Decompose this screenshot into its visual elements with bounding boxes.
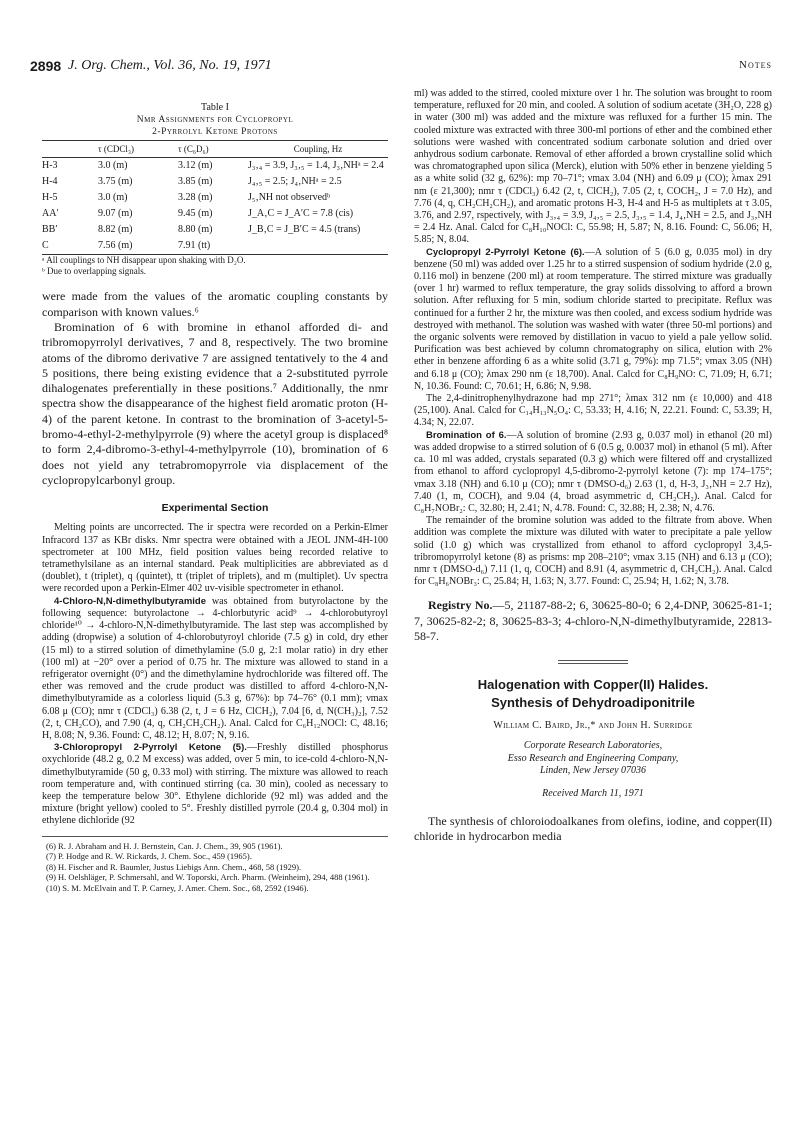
table-header-cdcl3: τ (CDCl₃) xyxy=(98,141,178,158)
compound-name: 4-Chloro-N,N-dimethylbutyramide xyxy=(54,595,207,607)
affiliation-line: Esso Research and Engineering Company, xyxy=(507,752,679,764)
table-row xyxy=(42,190,388,206)
table-subtitle-2: 2-Pyrrolyl Ketone Protons xyxy=(152,127,278,138)
paragraph: Bromination of 6 with bromine in ethanol afforded di- and tribromopyrrolyl derivatives, 7 and 8, respectively. The two bromine atoms of the dibromo derivative 7 are assigned tentatively to the 4 and 5 positions, there being existing evidence that a 2-substituted pyrrole dihalogenates preferentially in these positions.⁷ Additionally, the nmr spectra show the disappearance of the highest field aromatic proton (H-4) of the parent ketone. In contrast to the bromination of 3-acetyl-5-bromo-4-ethyl-2-methylpyrrole (9) where the acetyl group is displaced⁸ to form 2,4-dibromo-3-ethyl-4-methylpyrrole (10), bromination of 6 does not yield any tetrabromopyrrole via displacement of the cyclopropylcarbonyl group. xyxy=(42,320,388,487)
cell-proton: C xyxy=(42,238,98,255)
cell-c6d6: 3.85 (m) xyxy=(178,176,213,188)
paragraph-text: was obtained from butyrolactone by the following sequence: butyrolactone → 4-chlorbutyric acid⁹ → 4-chlorobutyroyl chloride¹⁰ → 4-chloro-N,N-dimethylbutyramide. The last step was accomplished by adding (dropwise) a solution of 4-chlorobutyroyl chloride (7.5 g) in cold, dry ether (15 ml) to a stirred solution of dimethylamine (5.0 g, 2:1 molar ratio) in dry ether (100 ml) at −20° over a period of 0.75 hr. The mixture was allowed to stand in a refrigerator overnight (0°) and the dimethylamine hydrochloride was filtered off. The ether was removed and the crude product was distilled to afford 4-chloro-N,N-dimethylbutyramide as a colorless liquid (5.3 g, 67%): bp 74–76° (0.1 mm); νmax 6.08 μ (CO); nmr τ (CDCl₃) 6.38 (2, t, J = 6 Hz, ClCH₂), 7.04 [6, d, N(CH₃)₂], 7.52 (2, t, CH₂CO), and 7.90 (4, q, CH₂CH₂CH₂). Anal. Calcd for C₆H₁₂NOCl: C, 48.16; H, 8.08; N, 9.36. Found: C, 48.12; H, 8.07; N, 9.16. xyxy=(42,595,388,741)
table-row xyxy=(42,174,388,190)
paragraph-text: —Freshly distilled phosphorus oxychloride (48.2 g, 0.2 M excess) was added, over 5 min, to ice-cold 4-chloro-N,N-dimethylbutyramide (50 g, 0.33 mol) with stirring. The mixture was allowed to reach room temperature and, with continued stirring (ca. 30 min), cooled as necessary to keep the temperature below 30°. Ethylene dichloride (92 ml) was added and the mixture (bright yellow) cooled to 5°. Freshly distilled pyrrole (20.4 g, 0.304 mol) in ethylene dichloride (92 xyxy=(42,742,388,827)
cell-coupling xyxy=(248,238,388,255)
reference-item: (7) P. Hodge and R. W. Rickards, J. Chem. Soc., 459 (1965). xyxy=(46,851,252,862)
running-header xyxy=(30,58,772,78)
paragraph-text: —A solution of bromine (2.93 g, 0.037 mol) in ethanol (20 ml) was added dropwise to a stirred solution of 6 (0.5 g, 0.0037 mol) in ethanol (5 ml). After ca. 10 ml was added, crystals separated (0.3 g) which were filtered off and crystallized from ethanol to afford cyclopropyl 4,5-dibromo-2-pyrrolyl ketone (7): mp 174–175°; νmax 3.18 (NH) and 6.10 μ (CO); nmr τ (DMSO-d₆) 2.63 (1, d, H-3, J₃‚NH = 2.7 Hz), 7.40 (1, m, COCH), and 9.04 (4, broad asymmetric d, CH₂CH₂). Anal. Calcd for C₈H₇NOBr₂: C, 32.80; H, 2.41; N, 4.78. Found: C, 32.88; H, 2.38; N, 4.76. xyxy=(414,429,772,514)
left-body-text xyxy=(42,289,388,488)
registry-label: Registry No. xyxy=(428,598,493,613)
cell-cdcl3: 7.56 (m) xyxy=(98,238,178,255)
experimental-heading: Experimental Section xyxy=(161,502,269,515)
page-number: 2898 xyxy=(30,58,62,74)
table-footnote-a: ᵃ All couplings to NH disappear upon shaking with D₂O. xyxy=(42,255,246,266)
divider xyxy=(558,660,628,664)
article-authors: William C. Baird, Jr.,* and John H. Surridge xyxy=(493,720,693,732)
affiliation xyxy=(414,740,772,778)
cell-proton: AA′ xyxy=(42,208,59,220)
paragraph: The 2,4-dinitrophenylhydrazone had mp 271°; λmax 312 nm (ε 10,000) and 418 (25,100). Anal. Calcd for C₁₄H₁₃N₅O₄: C, 53.33; H, 4.16; N, 22.21. Found: C, 53.39; H, 4.34; N, 22.07. xyxy=(414,393,772,429)
article-title-line-2: Synthesis of Dehydroadiponitrile xyxy=(491,695,695,711)
cell-cdcl3: 8.82 (m) xyxy=(98,224,133,236)
table-header-c6d6: τ (C₆D₆) xyxy=(178,141,248,158)
cell-c6d6: 9.45 (m) xyxy=(178,208,213,220)
section-label: Notes xyxy=(739,59,772,71)
paragraph xyxy=(42,596,388,742)
paragraph xyxy=(414,247,772,393)
cell-proton: H-5 xyxy=(42,192,58,204)
cell-cdcl3: 3.0 (m) xyxy=(98,160,128,172)
cell-coupling: J₃‚₄ = 3.9, J₃‚₅ = 1.4, J₃‚NHᵃ = 2.4 xyxy=(248,160,384,172)
registry-numbers xyxy=(414,598,772,644)
registry-text: —5, 21187-88-2; 6, 30625-80-0; 6 2,4-DNP, 30625-81-1; 7, 30625-82-2; 8, 30625-83-3; 4-chloro-N,N-dimethylbutyramide, 22813-58-7. xyxy=(414,598,772,643)
cell-c6d6: 8.80 (m) xyxy=(178,224,213,236)
table-footnote-b: ᵇ Due to overlapping signals. xyxy=(42,266,147,277)
compound-name: Bromination of 6. xyxy=(426,429,507,441)
table-row xyxy=(42,238,388,255)
left-column xyxy=(42,88,388,893)
paragraph: were made from the values of the aromatic coupling constants by comparison with known values.⁶ xyxy=(42,289,388,319)
right-column xyxy=(414,88,772,845)
cell-proton: H-3 xyxy=(42,160,58,172)
cell-coupling: J_B‚C = J_B′C = 4.5 (trans) xyxy=(248,224,361,236)
cell-coupling: J₅‚NH not observedᵇ xyxy=(248,192,331,204)
cell-cdcl3: 3.0 (m) xyxy=(98,192,128,204)
paragraph xyxy=(42,742,388,827)
article-opening-text: The synthesis of chloroiodoalkanes from olefins, iodine, and copper(II) chloride in hydrocarbon media xyxy=(414,814,772,844)
cell-proton: BB′ xyxy=(42,224,58,236)
references xyxy=(42,836,388,894)
reference-item: (6) R. J. Abraham and H. J. Bernstein, Can. J. Chem., 39, 905 (1961). xyxy=(46,840,283,851)
paragraph: ml) was added to the stirred, cooled mixture over 1 hr. The solution was brought to room temperature, refluxed for 20 min, and cooled. A solution of sodium acetate (3H₂O, 228 g) in water (300 ml) was added and the mixture was refluxed for a further 15 min. The cooled mixture was extracted with three 300-ml portions of ether and the combined ether solutions were washed with concentrated sodium carbonate solution and dried over anhydrous sodium carbonate. Removal of ether afforded a brown crystalline solid which was chromatographed upon silica (Merck), elution with 50% ether in benzene yielding 5 as a white solid (32 g, 62%): mp 70–71°; νmax 3.04 (NH) and 6.09 μ (CO); λmax 291 nm (ε 21,300); nmr τ (CDCl₃) 6.42 (2, t, ClCH₂), 7.05 (2, t, COCH₂, J = 7.0 Hz), and 7.76 (4, q, CH₂CH₂CH₂), and aromatic protons H-3, H-4 and H-5 as multiplets at τ 3.05, 3.76, and 2.97, rspectively, with J₃‚₄ = 3.9, J₄‚₅ = 2.5, J₃‚₅ = 1.4, J₄‚NH = 2.5, and J₃‚NH = 2.4 Hz. Anal. Calcd for C₈H₁₀NOCl: C, 55.98; H, 5.87; N, 8.16. Found: C, 56.06; H, 5.85; N, 8.04. xyxy=(414,88,772,246)
reference-item: (10) S. M. McElvain and T. P. Carney, J. Amer. Chem. Soc., 68, 2592 (1946). xyxy=(46,882,309,893)
compound-name: Cyclopropyl 2-Pyrrolyl Ketone (6). xyxy=(426,246,585,258)
cell-c6d6: 7.91 (tt) xyxy=(178,238,248,255)
cell-c6d6: 3.28 (m) xyxy=(178,192,213,204)
table-subtitle-1: Nmr Assignments for Cyclopropyl xyxy=(136,115,294,126)
table-title: Table I xyxy=(201,102,229,113)
affiliation-line: Linden, New Jersey 07036 xyxy=(539,765,647,777)
paragraph xyxy=(414,430,772,515)
affiliation-line: Corporate Research Laboratories, xyxy=(523,740,663,752)
table-header-proton xyxy=(42,141,98,158)
table-row xyxy=(42,206,388,222)
journal-citation: J. Org. Chem., Vol. 36, No. 19, 1971 xyxy=(68,58,272,73)
cell-coupling: J₄‚₅ = 2.5; J₄‚NHᵃ = 2.5 xyxy=(248,176,342,188)
paragraph: Melting points are uncorrected. The ir spectra were recorded on a Perkin-Elmer Infracord 137 as KBr disks. Nmr spectra were obtained with a JEOL JNM-4H-100 spectrometer at 100 MHz, field position values being recorded relative to tetramethylsilane as an internal standard. Peak multiplicities are abbreviated as d (doublet), t (triplet), q (quintet), tt (triplet of triplets), and m (multiplet). Uv spectra were recorded upon a Perkin-Elmer 402 uv-visible spectrometer in ethanol. xyxy=(42,522,388,595)
cell-proton: H-4 xyxy=(42,176,58,188)
received-date: Received March 11, 1971 xyxy=(542,787,644,799)
table-row xyxy=(42,158,388,175)
reference-item: (8) H. Fischer and R. Baumler, Justus Liebigs Ann. Chem., 468, 58 (1929). xyxy=(46,861,302,872)
nmr-table xyxy=(42,140,388,255)
paragraph-text: —A solution of 5 (6.0 g, 0.035 mol) in dry benzene (50 ml) was added over 1.25 hr to a stirred suspension of sodium hydride (2.0 g, 0.116 mol) in benzene (200 ml) at room temperature. The stirred mixture was gradually (over 1 hr) warmed to reflux temperature, the gray solids dissolving to afford a brown solution. After refluxing for 5 min, sodium chloride started to precipitate. Reflux was continued for a further 2 hr, the mixture was then cooled, and excess sodium hydride was destroyed with methanol. The solution was washed with water (three 50-ml portions) and the organic solvents were removed by distillation in vacuo to yield a pale yellow solid. Purification was best achieved by column chromatography on silica, elution with 2% ether in benzene affording 6 as a white solid (3.71 g, 79%): mp 71.5°; νmax 3.05 (NH) and 6.18 μ (CO); λmax 290 nm (ε 18,700). Anal. Calcd for C₈H₉NO: C, 71.09; H, 6.71; N, 10.36. Found: C, 70.61; H, 6.86; N, 9.98. xyxy=(414,246,772,392)
reference-item: (9) H. Oelshläger, P. Schmersahl, and W. Toporski, Arch. Pharm. (Weinheim), 294, 488 (1961). xyxy=(46,872,370,883)
article-title-line-1: Halogenation with Copper(II) Halides. xyxy=(477,677,709,693)
compound-name: 3-Chloropropyl 2-Pyrrolyl Ketone (5). xyxy=(54,742,247,754)
cell-coupling: J_A‚C = J_A′C = 7.8 (cis) xyxy=(248,208,354,220)
table-row xyxy=(42,222,388,238)
paragraph: The remainder of the bromine solution was added to the filtrate from above. When addition was complete the mixture was diluted with water to precipitate a pale yellow solid (1.0 g) which was crystallized from ethanol to afford cyclopropyl 3,4,5-tribromopyrrolyl ketone (8) as prisms: mp 208–210°; νmax 3.15 (NH) and 6.13 μ (CO); nmr τ (DMSO-d₆) 7.11 (1, q, COCH) and 8.91 (4, asymmetric d, CH₂CH₂). Anal. Calcd for C₈H₆NOBr₃: C, 25.84; H, 1.63; N, 3.77. Found: C, 25.94; H, 1.62; N, 3.78. xyxy=(414,515,772,588)
cell-cdcl3: 3.75 (m) xyxy=(98,176,133,188)
cell-c6d6: 3.12 (m) xyxy=(178,160,213,172)
cell-cdcl3: 9.07 (m) xyxy=(98,208,133,220)
table-header-coupling: Coupling, Hz xyxy=(248,141,388,158)
